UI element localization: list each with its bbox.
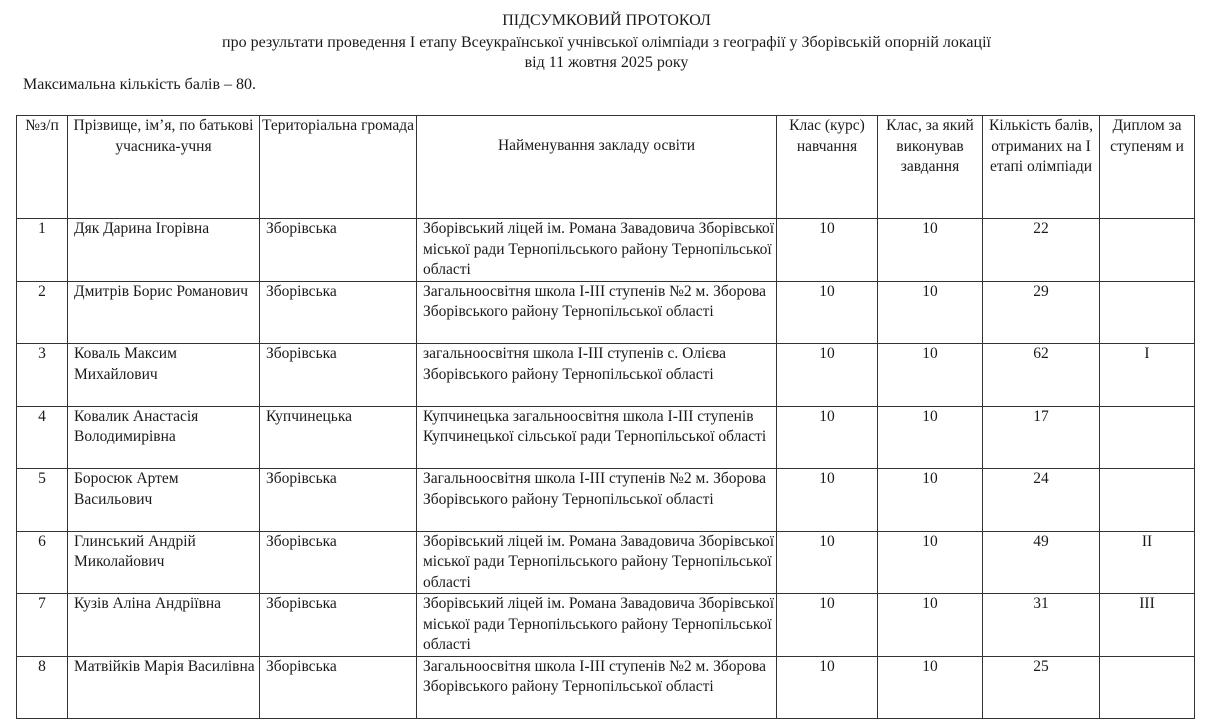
max-score-note: Максимальна кількість балів – 80. xyxy=(23,76,257,93)
diploma-cell xyxy=(1100,656,1195,719)
header-school: Найменування закладу освіти xyxy=(417,116,777,219)
row-number-cell: 1 xyxy=(17,219,68,282)
row-number-cell: 4 xyxy=(17,406,68,469)
participant-name-cell: Матвійків Марія Василівна xyxy=(68,656,260,719)
results-table xyxy=(16,115,1195,719)
grade-cell: 10 xyxy=(777,469,878,532)
table-row xyxy=(17,219,1195,282)
grade-task-cell: 10 xyxy=(878,469,983,532)
row-number-cell: 3 xyxy=(17,344,68,407)
grade-task-cell: 10 xyxy=(878,531,983,594)
score-cell: 31 xyxy=(983,594,1100,657)
diploma-cell xyxy=(1100,406,1195,469)
header-number: №з/п xyxy=(17,116,68,219)
school-name-cell: Зборівський ліцей ім. Романа Завадовича Зборівської міської ради Тернопільського району Тернопільської області xyxy=(417,531,777,594)
row-number-cell: 8 xyxy=(17,656,68,719)
participant-name-cell: Коваль Максим Михайлович xyxy=(68,344,260,407)
score-cell: 49 xyxy=(983,531,1100,594)
row-number-cell: 6 xyxy=(17,531,68,594)
table-row xyxy=(17,406,1195,469)
table-row xyxy=(17,281,1195,344)
diploma-cell xyxy=(1100,469,1195,532)
grade-task-cell: 10 xyxy=(878,656,983,719)
grade-task-cell: 10 xyxy=(878,344,983,407)
score-cell: 25 xyxy=(983,656,1100,719)
community-cell: Зборівська xyxy=(260,219,417,282)
document-subtitle: про результати проведення І етапу Всеукраїнської учнівської олімпіади з географії у Зборівській опорній локації xyxy=(222,34,991,51)
diploma-cell: ІІ xyxy=(1100,531,1195,594)
score-cell: 29 xyxy=(983,281,1100,344)
grade-task-cell: 10 xyxy=(878,406,983,469)
participant-name-cell: Глинський Андрій Миколайович xyxy=(68,531,260,594)
participant-name-cell: Кузів Аліна Андріївна xyxy=(68,594,260,657)
school-name-cell: Загальноосвітня школа І-ІІІ ступенів №2 м. Зборова Зборівського району Тернопільської області xyxy=(417,469,777,532)
diploma-cell xyxy=(1100,219,1195,282)
score-cell: 24 xyxy=(983,469,1100,532)
participant-name-cell: Дмитрів Борис Романович xyxy=(68,281,260,344)
grade-cell: 10 xyxy=(777,281,878,344)
table-row xyxy=(17,531,1195,594)
community-cell: Зборівська xyxy=(260,594,417,657)
grade-cell: 10 xyxy=(777,656,878,719)
header-community: Територіальна громада xyxy=(260,116,417,219)
grade-task-cell: 10 xyxy=(878,594,983,657)
grade-cell: 10 xyxy=(777,406,878,469)
document-date: від 11 жовтня 2025 року xyxy=(524,54,689,71)
community-cell: Зборівська xyxy=(260,344,417,407)
document-title: ПІДСУМКОВИЙ ПРОТОКОЛ xyxy=(502,12,711,29)
grade-cell: 10 xyxy=(777,219,878,282)
participant-name-cell: Дяк Дарина Ігорівна xyxy=(68,219,260,282)
grade-task-cell: 10 xyxy=(878,281,983,344)
community-cell: Зборівська xyxy=(260,656,417,719)
school-name-cell: Зборівський ліцей ім. Романа Завадовича Зборівської міської ради Тернопільського району Тернопільської області xyxy=(417,219,777,282)
school-name-cell: загальноосвітня школа І-ІІІ ступенів с. Олієва Зборівського району Тернопільської області xyxy=(417,344,777,407)
community-cell: Зборівська xyxy=(260,469,417,532)
school-name-cell: Загальноосвітня школа І-ІІІ ступенів №2 м. Зборова Зборівського району Тернопільської області xyxy=(417,656,777,719)
grade-cell: 10 xyxy=(777,344,878,407)
table-header-row xyxy=(17,116,1195,219)
score-cell: 22 xyxy=(983,219,1100,282)
table-row xyxy=(17,594,1195,657)
score-cell: 62 xyxy=(983,344,1100,407)
grade-task-cell: 10 xyxy=(878,219,983,282)
participant-name-cell: Ковалик Анастасія Володимирівна xyxy=(68,406,260,469)
header-score: Кількість балів, отриманих на І етапі олімпіади xyxy=(983,116,1100,219)
diploma-cell xyxy=(1100,281,1195,344)
header-diploma: Диплом за ступеням и xyxy=(1100,116,1195,219)
school-name-cell: Зборівський ліцей ім. Романа Завадовича Зборівської міської ради Тернопільського району Тернопільської області xyxy=(417,594,777,657)
score-cell: 17 xyxy=(983,406,1100,469)
row-number-cell: 7 xyxy=(17,594,68,657)
diploma-cell: І xyxy=(1100,344,1195,407)
header-grade-task: Клас, за який виконував завдання xyxy=(878,116,983,219)
community-cell: Зборівська xyxy=(260,281,417,344)
row-number-cell: 2 xyxy=(17,281,68,344)
table-row xyxy=(17,656,1195,719)
header-name: Прізвище, ім’я, по батькові учасника-учня xyxy=(68,116,260,219)
community-cell: Зборівська xyxy=(260,531,417,594)
row-number-cell: 5 xyxy=(17,469,68,532)
school-name-cell: Купчинецька загальноосвітня школа І-ІІІ ступенів Купчинецької сільської ради Тернопільської області xyxy=(417,406,777,469)
participant-name-cell: Боросюк Артем Васильович xyxy=(68,469,260,532)
grade-cell: 10 xyxy=(777,594,878,657)
community-cell: Купчинецька xyxy=(260,406,417,469)
table-row xyxy=(17,344,1195,407)
diploma-cell: ІІІ xyxy=(1100,594,1195,657)
table-row xyxy=(17,469,1195,532)
grade-cell: 10 xyxy=(777,531,878,594)
header-grade: Клас (курс) навчання xyxy=(777,116,878,219)
school-name-cell: Загальноосвітня школа І-ІІІ ступенів №2 м. Зборова Зборівського району Тернопільської області xyxy=(417,281,777,344)
